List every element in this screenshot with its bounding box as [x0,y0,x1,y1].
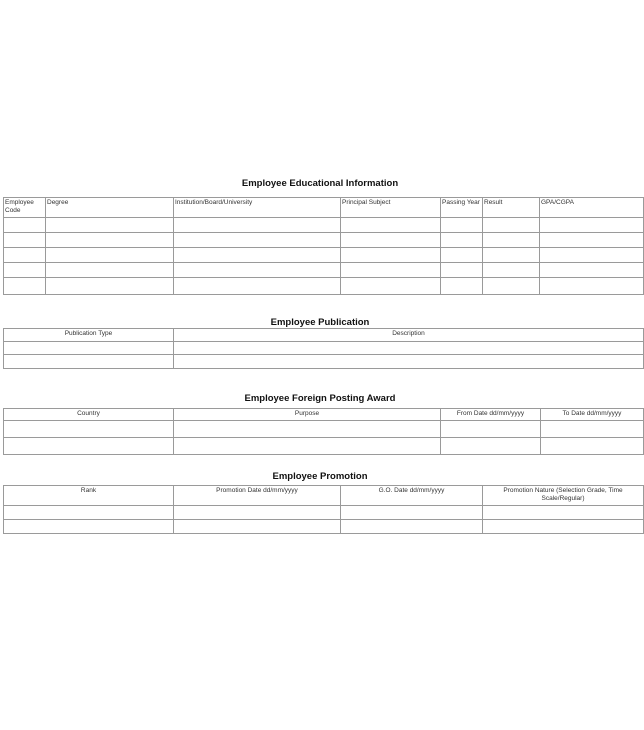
header-result: Result [483,198,540,218]
table-cell[interactable] [441,278,483,295]
header-institution: Institution/Board/University [174,198,341,218]
table-cell[interactable] [174,263,341,278]
header-purpose: Purpose [174,409,441,421]
table-cell[interactable] [483,263,540,278]
promotion-title: Employee Promotion [272,471,368,482]
table-cell[interactable] [441,233,483,248]
table-cell[interactable] [541,438,644,455]
header-gpa: GPA/CGPA [540,198,644,218]
header-description: Description [174,329,644,342]
table-header-row [4,409,644,421]
table-cell[interactable] [4,278,46,295]
table-cell[interactable] [341,248,441,263]
table-cell[interactable] [341,233,441,248]
table-cell[interactable] [483,233,540,248]
header-passing-year: Passing Year [441,198,483,218]
table-cell[interactable] [4,506,174,520]
table-cell[interactable] [441,218,483,233]
table-cell[interactable] [4,218,46,233]
table-cell[interactable] [174,233,341,248]
table-cell[interactable] [4,248,46,263]
table-cell[interactable] [174,438,441,455]
header-from-date: From Date dd/mm/yyyy [441,409,541,421]
table-cell[interactable] [46,278,174,295]
table-cell[interactable] [540,218,644,233]
table-row [4,355,644,369]
header-rank: Rank [4,486,174,506]
foreign-posting-title: Employee Foreign Posting Award [244,393,396,404]
table-cell[interactable] [341,520,483,534]
table-cell[interactable] [483,248,540,263]
table-cell[interactable] [174,248,341,263]
table-cell[interactable] [4,342,174,355]
table-cell[interactable] [540,278,644,295]
table-cell[interactable] [4,355,174,369]
table-cell[interactable] [483,218,540,233]
header-promotion-nature: Promotion Nature (Selection Grade, Time Scale/Regular) [483,486,644,506]
table-cell[interactable] [341,506,483,520]
table-cell[interactable] [540,233,644,248]
table-cell[interactable] [540,248,644,263]
table-cell[interactable] [4,438,174,455]
header-promotion-date: Promotion Date dd/mm/yyyy [174,486,341,506]
table-cell[interactable] [174,342,644,355]
table-row [4,248,644,263]
promotion-table [3,485,644,534]
table-cell[interactable] [441,421,541,438]
table-cell[interactable] [4,520,174,534]
table-cell[interactable] [483,506,644,520]
table-row [4,218,644,233]
table-cell[interactable] [341,278,441,295]
table-cell[interactable] [46,233,174,248]
education-table [3,197,644,295]
table-row [4,342,644,355]
table-cell[interactable] [541,421,644,438]
table-cell[interactable] [483,520,644,534]
table-cell[interactable] [174,218,341,233]
table-cell[interactable] [174,278,341,295]
header-country: Country [4,409,174,421]
table-cell[interactable] [4,263,46,278]
publication-title: Employee Publication [270,317,370,328]
table-cell[interactable] [174,506,341,520]
table-row [4,263,644,278]
table-cell[interactable] [341,218,441,233]
table-cell[interactable] [441,438,541,455]
table-cell[interactable] [483,278,540,295]
foreign-posting-table [3,408,644,455]
table-cell[interactable] [46,263,174,278]
header-principal-subject: Principal Subject [341,198,441,218]
education-title: Employee Educational Information [241,178,399,189]
header-go-date: G.O. Date dd/mm/yyyy [341,486,483,506]
table-cell[interactable] [441,263,483,278]
table-row [4,520,644,534]
table-cell[interactable] [341,263,441,278]
header-publication-type: Publication Type [4,329,174,342]
table-cell[interactable] [174,421,441,438]
table-header-row [4,329,644,342]
header-to-date: To Date dd/mm/yyyy [541,409,644,421]
table-row [4,278,644,295]
table-header-row [4,486,644,506]
table-cell[interactable] [46,218,174,233]
header-degree: Degree [46,198,174,218]
table-row [4,506,644,520]
table-row [4,421,644,438]
table-row [4,233,644,248]
table-cell[interactable] [4,233,46,248]
table-header-row [4,198,644,218]
publication-table [3,328,644,369]
table-cell[interactable] [174,520,341,534]
table-row [4,438,644,455]
table-cell[interactable] [174,355,644,369]
table-cell[interactable] [46,248,174,263]
table-cell[interactable] [4,421,174,438]
header-employee-code: Employee Code [4,198,46,218]
table-cell[interactable] [441,248,483,263]
table-cell[interactable] [540,263,644,278]
